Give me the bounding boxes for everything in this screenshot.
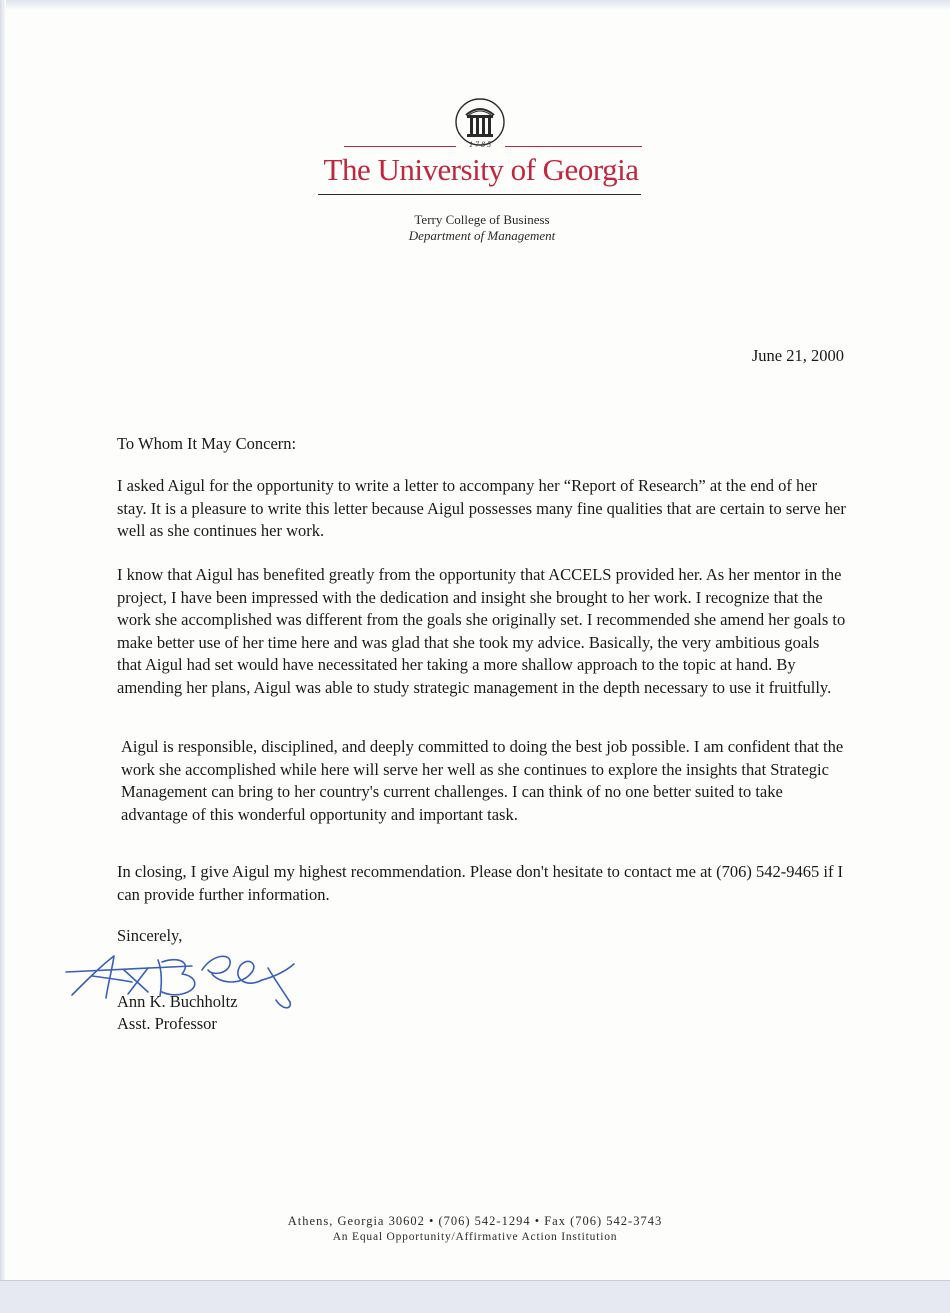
scan-edge-bottom <box>0 1280 950 1313</box>
letterhead-rule-right <box>505 146 642 147</box>
footer-eeo-statement: An Equal Opportunity/Affirmative Action Institution <box>332 1231 618 1243</box>
scan-edge-left <box>0 0 6 1280</box>
signer-name: Ann K. Buchholtz <box>117 992 238 1011</box>
salutation: To Whom It May Concern: <box>117 434 297 453</box>
footer-address: Athens, Georgia 30602 • (706) 542-1294 • Fax (706) 542-3743 <box>287 1214 663 1228</box>
seal-year: 1785 <box>469 140 493 149</box>
department-name: Department of Management <box>408 228 556 243</box>
body-paragraph-3: Aigul is responsible, disciplined, and deeply committed to doing the best job possible. I am confident that the work she accomplished while here will serve her well as she continues to explore the insights that Strategic Management can bring to her country's current challenges. I can think of no one better suited to take advantage of this wonderful opportunity and important task. <box>121 737 844 824</box>
closing: Sincerely, <box>117 926 183 945</box>
college-name: Terry College of Business <box>414 212 550 227</box>
letterhead-rule-left <box>344 146 456 147</box>
scan-edge-top <box>0 0 950 10</box>
letter-date: June 21, 2000 <box>751 346 844 365</box>
body-paragraph-2: I know that Aigul has benefited greatly from the opportunity that ACCELS provided her. As her mentor in the project, I have been impressed with the dedication and insight she brought to her work. I recognize that the work she accomplished was different from the goals she originally set. I recommended she amend her goals to make better use of her time here and was glad that she took my advice. Basically, the very ambitious goals that Aigul had set would have necessitated her taking a more shallow approach to the topic at hand. By amending her plans, Aigul was able to study strategic management in the depth necessary to use it fruitfully. <box>117 565 846 697</box>
university-name: The University of Georgia <box>323 152 639 187</box>
signer-title: Asst. Professor <box>117 1014 217 1033</box>
letterhead-underline <box>318 194 641 195</box>
body-paragraph-4: In closing, I give Aigul my highest recommendation. Please don't hesitate to contact me at (706) 542-9465 if I can provide further information. <box>117 862 844 904</box>
body-paragraph-1: I asked Aigul for the opportunity to write a letter to accompany her “Report of Research” at the end of her stay. It is a pleasure to write this letter because Aigul possesses many fine qualities that are certain to serve her well as she continues her work. <box>117 476 846 541</box>
